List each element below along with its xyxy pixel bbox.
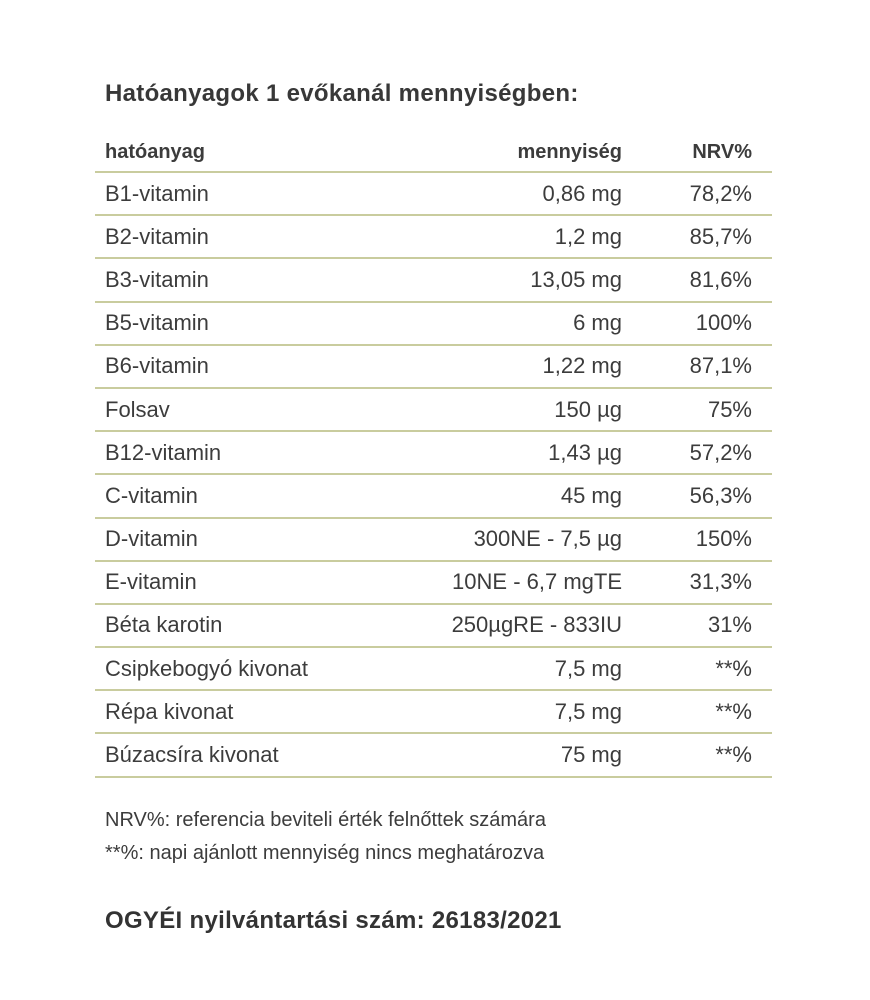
ingredient-amount: 1,43 µg (548, 439, 622, 465)
ingredient-nrv: 85,7% (689, 223, 752, 249)
table-body (95, 173, 772, 778)
ingredient-amount: 1,2 mg (554, 223, 622, 249)
ingredient-name: E-vitamin (105, 569, 197, 595)
ingredient-amount: 0,86 mg (542, 180, 622, 206)
ingredient-name: B2-vitamin (105, 223, 209, 249)
table-row (95, 389, 772, 432)
note-nrv-definition: NRV%: referencia beviteli érték felnőttek számára (105, 808, 546, 831)
ingredient-amount: 300NE - 7,5 µg (473, 526, 622, 552)
ingredient-name: B3-vitamin (105, 266, 209, 292)
ingredient-name: Répa kivonat (105, 698, 234, 724)
ingredients-table (95, 133, 772, 778)
ingredient-nrv: 31,3% (689, 569, 752, 595)
ingredient-nrv: 57,2% (689, 439, 752, 465)
ingredient-nrv: **% (715, 655, 752, 681)
table-header-row (95, 133, 772, 173)
ingredient-amount: 250µgRE - 833IU (451, 612, 622, 638)
ingredient-nrv: **% (715, 742, 752, 768)
table-row (95, 259, 772, 302)
page-title: Hatóanyagok 1 evőkanál mennyiségben: (105, 80, 579, 107)
ingredient-name: Csipkebogyó kivonat (105, 655, 309, 681)
ingredient-nrv: 78,2% (689, 180, 752, 206)
ingredient-name: D-vitamin (105, 526, 198, 552)
ingredient-name: C-vitamin (105, 482, 198, 508)
ingredient-name: B12-vitamin (105, 439, 222, 465)
ingredient-amount: 150 µg (554, 396, 622, 422)
ingredient-amount: 13,05 mg (530, 266, 622, 292)
table-row (95, 562, 772, 605)
ingredient-name: B1-vitamin (105, 180, 209, 206)
ingredient-amount: 6 mg (573, 310, 622, 336)
column-header-amount: mennyiség (517, 141, 622, 163)
ingredient-amount: 1,22 mg (542, 353, 622, 379)
ingredient-nrv: 56,3% (689, 482, 752, 508)
ingredient-amount: 75 mg (560, 742, 622, 768)
ingredient-nrv: 150% (695, 526, 752, 552)
column-header-ingredient: hatóanyag (105, 141, 206, 163)
ingredient-name: B5-vitamin (105, 310, 209, 336)
ingredient-nrv: **% (715, 698, 752, 724)
table-row (95, 216, 772, 259)
table-row (95, 734, 772, 777)
ingredient-nrv: 31% (707, 612, 752, 638)
table-row (95, 303, 772, 346)
ingredient-nrv: 81,6% (689, 266, 752, 292)
ingredient-name: B6-vitamin (105, 353, 209, 379)
table-row (95, 432, 772, 475)
table-row (95, 605, 772, 648)
ingredient-name: Búzacsíra kivonat (105, 742, 279, 768)
table-row (95, 519, 772, 562)
ingredient-amount: 10NE - 6,7 mgTE (452, 569, 622, 595)
note-asterisk-definition: **%: napi ajánlott mennyiség nincs meghatározva (105, 841, 545, 864)
table-row (95, 648, 772, 691)
table-row (95, 173, 772, 216)
table-row (95, 475, 772, 518)
ingredient-name: Folsav (105, 396, 170, 422)
table-row (95, 346, 772, 389)
ingredient-amount: 45 mg (560, 482, 622, 508)
table-row (95, 691, 772, 734)
ingredient-amount: 7,5 mg (554, 655, 622, 681)
footnotes (105, 804, 772, 870)
ingredient-nrv: 75% (707, 396, 752, 422)
column-header-nrv: NRV% (692, 141, 752, 163)
ingredient-nrv: 87,1% (689, 353, 752, 379)
registration-number: OGYÉI nyilvántartási szám: 26183/2021 (105, 906, 562, 934)
ingredient-nrv: 100% (695, 310, 752, 336)
ingredient-name: Béta karotin (105, 612, 223, 638)
ingredient-amount: 7,5 mg (554, 698, 622, 724)
